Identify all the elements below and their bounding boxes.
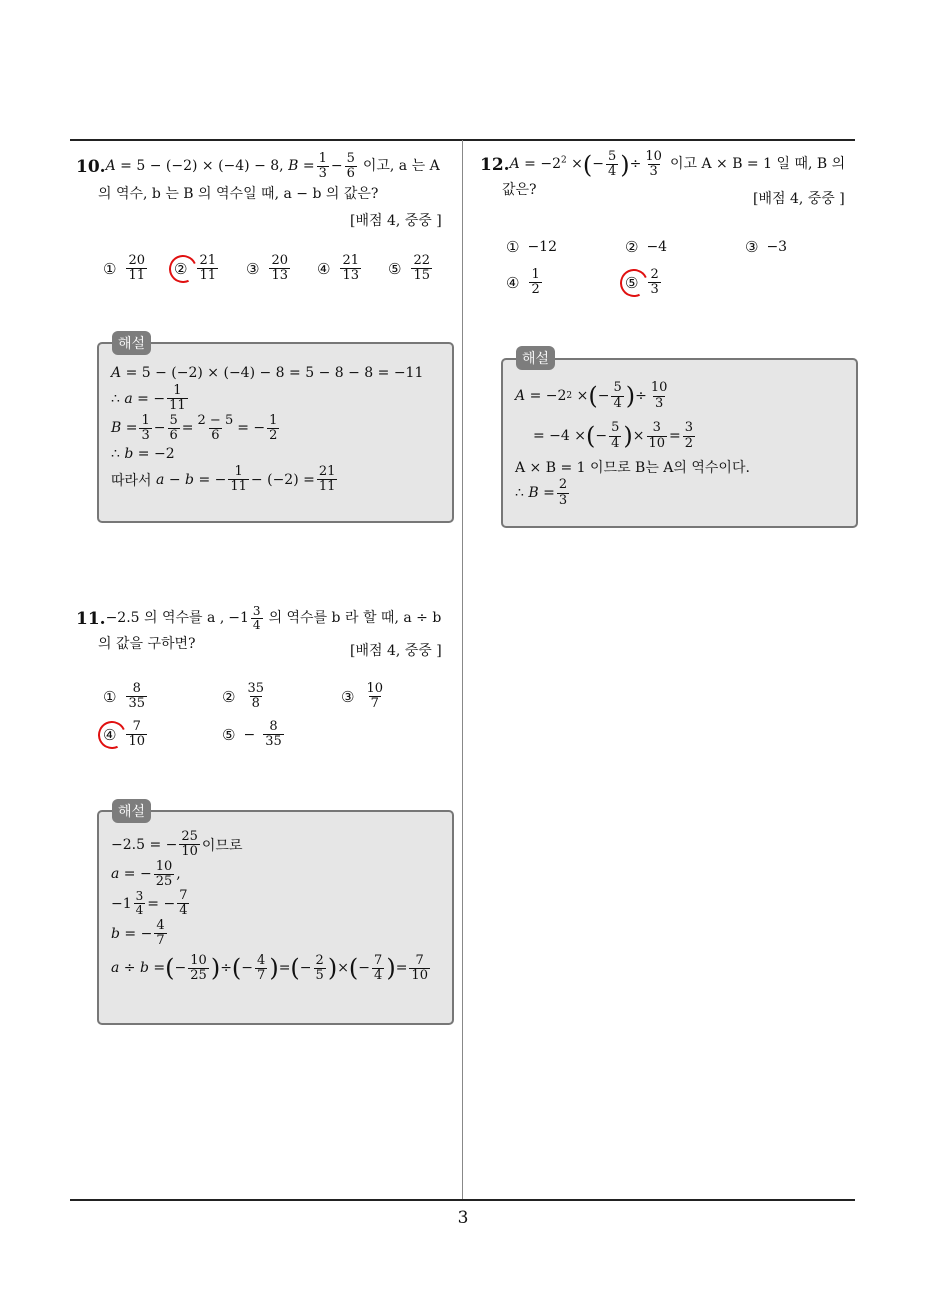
choice-mark: ③ [341, 687, 355, 706]
choice-2[interactable] [174, 254, 220, 284]
choice-value: $\frac{2}{3}$ [650, 267, 659, 298]
choice-2[interactable] [222, 682, 268, 712]
question-text: 이고 A × B = 1 일 때, B 의 [669, 155, 846, 172]
choice-4[interactable] [506, 268, 544, 298]
choice-mark: ② [174, 260, 187, 278]
solution-11: −2.5 = − $\frac{25}{10}$ 이므로 a = − $\frac{10}{25}$ , −1 $\frac{3}{4}$ = − $\frac{7}{4}$ b = − $\frac{4}{7}$ a ÷ b = ( − $\frac{10}{25}$ ) ÷ ( − $\frac{4}{7}$ ) = ( − $\frac{2}{5}$ ) × ( − $\frac{7}{4}$ ) = $\frac{7}{10}$ [111, 829, 428, 983]
choice-mark: ④ [103, 726, 116, 744]
choice-value: $\frac{20}{13}$ [271, 253, 288, 284]
choice-value: $\frac{10}{7}$ [366, 681, 383, 712]
choice-mark: ⑤ [222, 725, 236, 744]
question-10: 10. A = 5 − (−2) × (−4) − 8, B = $\frac{1}{3}$ − $\frac{5}{6}$ 이고, a 는 A 의 역수, b 는 B 의 역수일 때, a − b 의 값은? [76, 152, 461, 205]
fraction: $\frac{1}{3}$ [318, 151, 327, 182]
solution-text: A × B = 1 이므로 B는 A의 역수이다. [515, 460, 750, 476]
choice-mark: ② [625, 238, 639, 256]
choice-value: $\frac{35}{8}$ [247, 681, 264, 712]
choice-value: $\frac{1}{2}$ [531, 267, 540, 298]
fraction: $\frac{5}{6}$ [346, 151, 355, 182]
choice-1[interactable] [103, 682, 149, 712]
choice-2[interactable] [625, 238, 667, 256]
choice-mark: ① [103, 687, 117, 706]
column-divider [462, 140, 463, 1200]
choice-value: −3 [766, 239, 788, 255]
choice-3[interactable] [341, 682, 387, 712]
choice-mark: ① [103, 259, 117, 278]
solution-prefix: 따라서 [111, 472, 152, 489]
choice-value: $\frac{22}{15}$ [413, 253, 430, 284]
choice-value: $\frac{8}{35}$ [128, 681, 145, 712]
bottom-rule [70, 1199, 855, 1201]
choice-3[interactable] [745, 238, 787, 256]
fraction: $\frac{10}{3}$ [645, 149, 662, 180]
choice-value: $\frac{7}{10}$ [128, 719, 145, 750]
choice-mark: ① [506, 238, 520, 256]
choice-value: −4 [646, 239, 668, 255]
choice-4[interactable] [103, 720, 149, 750]
solution-tag: 해설 [112, 799, 151, 823]
question-12: 12. $A = -2^2$ × ( − $\frac{5}{4}$ ) ÷ $\frac{10}{3}$ 이고 A × B = 1 일 때, B 의 값은? [480, 150, 865, 201]
choice-5[interactable]: ⑤ − $\frac{8}{35}$ [222, 719, 282, 750]
answer-circle-icon [616, 265, 652, 301]
choice-value: −12 [527, 239, 557, 255]
choice-mark: ⑤ [625, 274, 638, 292]
solution-12: A = −2 2 × ( − $\frac{5}{4}$ ) ÷ $\frac{10}{3}$ = −4 × ( − $\frac{5}{4}$ ) × $\frac{3}{10}$ = $\frac{3}{2}$ A × B = 1 이므로 B는 A의 역수이다. ∴ B = $\frac{2}{3}$ [515, 380, 750, 508]
score-label: [배점 4, 중중 ] [350, 643, 442, 659]
choice-3[interactable] [246, 254, 292, 284]
question-text: 의 역수, b 는 B 의 역수일 때, a − b 의 값은? [98, 185, 379, 202]
solution-tag: 해설 [112, 331, 151, 355]
choice-mark: ③ [745, 238, 759, 256]
choice-4[interactable] [317, 254, 363, 284]
question-number: 11. [76, 608, 106, 629]
score-label: [배점 4, 중중 ] [350, 213, 442, 229]
answer-circle-icon [165, 251, 201, 287]
choice-mark: ④ [317, 259, 331, 278]
choice-mark: ③ [246, 259, 260, 278]
question-formula: $A = -2^2$ × [509, 155, 583, 172]
question-number: 12. [480, 154, 510, 175]
choice-value: $\frac{20}{11}$ [128, 253, 145, 284]
choice-5[interactable] [625, 268, 663, 298]
question-text: 값은? [502, 181, 537, 198]
choice-1[interactable] [506, 238, 557, 256]
solution-10: A = 5 − (−2) × (−4) − 8 = 5 − 8 − 8 = −11 ∴ a = − $\frac{1}{11}$ B = $\frac{1}{3}$ − $\frac{5}{6}$ = $\frac{2 - 5}{6}$ = − $\frac{1}{2}$ ∴ b = −2 따라서 a − b = − $\frac{1}{11}$ − (−2) = $\frac{21}{11}$ [111, 365, 424, 495]
question-formula: A = 5 − (−2) × (−4) − 8, B = [105, 157, 315, 174]
question-number: 10. [76, 156, 106, 177]
page-number: 3 [457, 1208, 469, 1228]
choice-mark: ⑤ [388, 259, 402, 278]
choice-1[interactable] [103, 254, 149, 284]
question-text: 의 역수를 b 라 할 때, a ÷ b [268, 609, 442, 626]
solution-tag: 해설 [516, 346, 555, 370]
question-text: 의 값을 구하면? [98, 636, 196, 653]
choice-mark: ④ [506, 273, 520, 292]
choice-mark: ② [222, 687, 236, 706]
answer-circle-icon [94, 717, 130, 753]
choice-value: $\frac{21}{11}$ [199, 253, 216, 284]
choice-value: $\frac{21}{13}$ [342, 253, 359, 284]
question-11: 11. −2.5 의 역수를 a , −1 $\frac{3}{4}$ 의 역수를 b 라 할 때, a ÷ b 의 값을 구하면? [76, 605, 461, 656]
choice-value: $\frac{8}{35}$ [265, 719, 282, 750]
fraction: $\frac{3}{4}$ [252, 604, 261, 633]
question-text: 이고, a 는 A [362, 157, 440, 174]
solution-text: 이므로 [201, 837, 243, 854]
question-text: −2.5 의 역수를 a , [105, 609, 225, 626]
score-label: [배점 4, 중중 ] [753, 191, 845, 207]
choice-5[interactable] [388, 254, 434, 284]
